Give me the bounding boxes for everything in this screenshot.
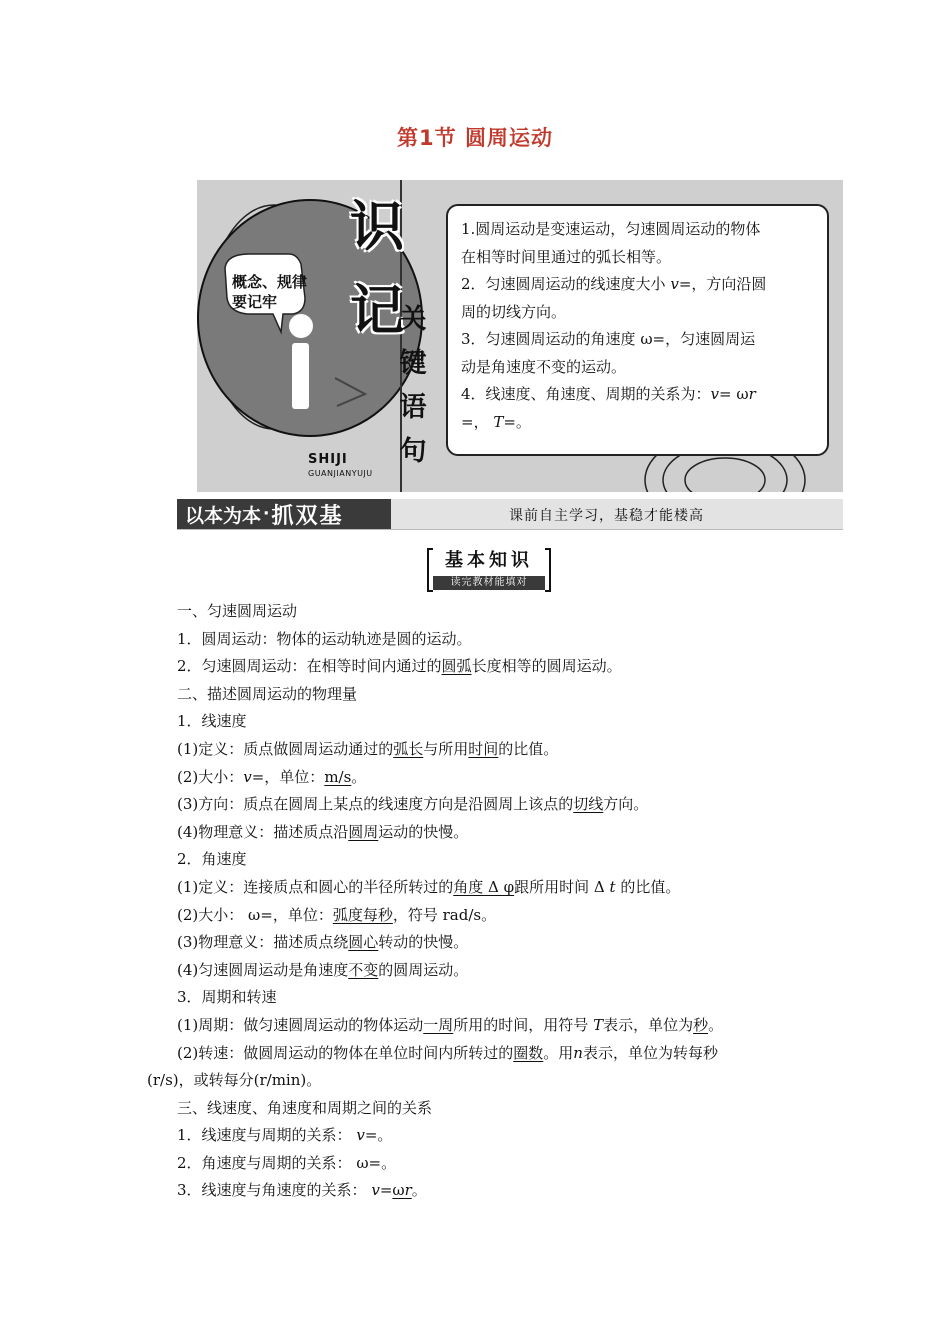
key-rules-box [446, 204, 829, 456]
big-char-ji: 记 [350, 279, 404, 342]
text-line: 1．线速度与周期的关系： v=。 [177, 1126, 393, 1145]
sub-heading: 2．角速度 [177, 850, 247, 869]
text-line: (1)定义：连接质点和圆心的半径所转过的角度 Δ φ跟所用时间 Δ t 的比值。 [177, 877, 681, 896]
page-title: 第1节 圆周运动 [397, 126, 553, 150]
knowledge-content [147, 598, 807, 1205]
strip-subtitle: 课前自主学习，基稳才能楼高 [509, 508, 704, 524]
strip-heading: 以本为本 · 抓双基 [177, 499, 391, 529]
rule-line: =， T=。 [461, 412, 531, 431]
big-char-shi: 识 [350, 195, 404, 258]
text-line: (4)物理意义：描述质点沿圆周运动的快慢。 [177, 822, 469, 841]
rule-line: 2．匀速圆周运动的线速度大小 v=，方向沿圆 [461, 275, 767, 293]
text-line: (2)大小： ω=，单位：弧度每秒，符号 rad/s。 [177, 905, 497, 924]
rule-line: 动是角速度不变的运动。 [461, 357, 627, 376]
section-strip [177, 499, 843, 530]
text-line: 2．匀速圆周运动：在相等时间内通过的圆弧长度相等的圆周运动。 [177, 657, 622, 676]
text-line: (3)物理意义：描述质点绕圆心转动的快慢。 [177, 933, 469, 952]
rule-line: 周的切线方向。 [461, 302, 567, 321]
text-line: 1．圆周运动：物体的运动轨迹是圆的运动。 [177, 629, 472, 648]
text-line: (2)转速：做圆周运动的物体在单位时间内所转过的圈数。用n表示，单位为转每秒 [177, 1043, 718, 1062]
shiji-label: SHIJI GUANJIANYUJU [308, 452, 373, 478]
text-line: (4)匀速圆周运动是角速度不变的圆周运动。 [177, 960, 469, 979]
text-line: (r/s)，或转每分(r/min)。 [147, 1071, 322, 1090]
rule-line: 4．线速度、角速度、周期的关系为：v= ωr [461, 385, 756, 403]
bubble-label: 概念、规律 要记牢 [232, 273, 308, 311]
text-line: (1)周期：做匀速圆周运动的物体运动一周所用的时间，用符号 T表示，单位为秒。 [177, 1015, 724, 1034]
section-heading: 二、描述圆周运动的物理量 [177, 684, 358, 703]
key-sentences-banner [197, 180, 843, 492]
text-line: (2)大小：v=，单位：m/s。 [177, 767, 367, 786]
section-heading: 三、线速度、角速度和周期之间的关系 [177, 1098, 433, 1117]
rule-line: 1.圆周运动是变速运动，匀速圆周运动的物体 [461, 220, 761, 238]
rule-line: 在相等时间里通过的弧长相等。 [461, 247, 672, 266]
basic-knowledge-badge: 基本知识 读完教材能填对 [427, 548, 551, 590]
text-line: (3)方向：质点在圆周上某点的线速度方向是沿圆周上该点的切线方向。 [177, 795, 649, 814]
text-line: (1)定义：质点做圆周运动通过的弧长与所用时间的比值。 [177, 739, 559, 758]
sub-heading: 3．周期和转速 [177, 988, 277, 1007]
rule-line: 3．匀速圆周运动的角速度 ω=，匀速圆周运 [461, 330, 756, 348]
text-line: 2．角速度与周期的关系： ω=。 [177, 1153, 397, 1172]
section-heading: 一、匀速圆周运动 [177, 602, 298, 620]
vertical-key-sentences: 关 键 语 句 [399, 304, 427, 467]
text-line: 3．线速度与角速度的关系： v=ωr。 [177, 1181, 427, 1200]
sub-heading: 1．线速度 [177, 712, 247, 731]
